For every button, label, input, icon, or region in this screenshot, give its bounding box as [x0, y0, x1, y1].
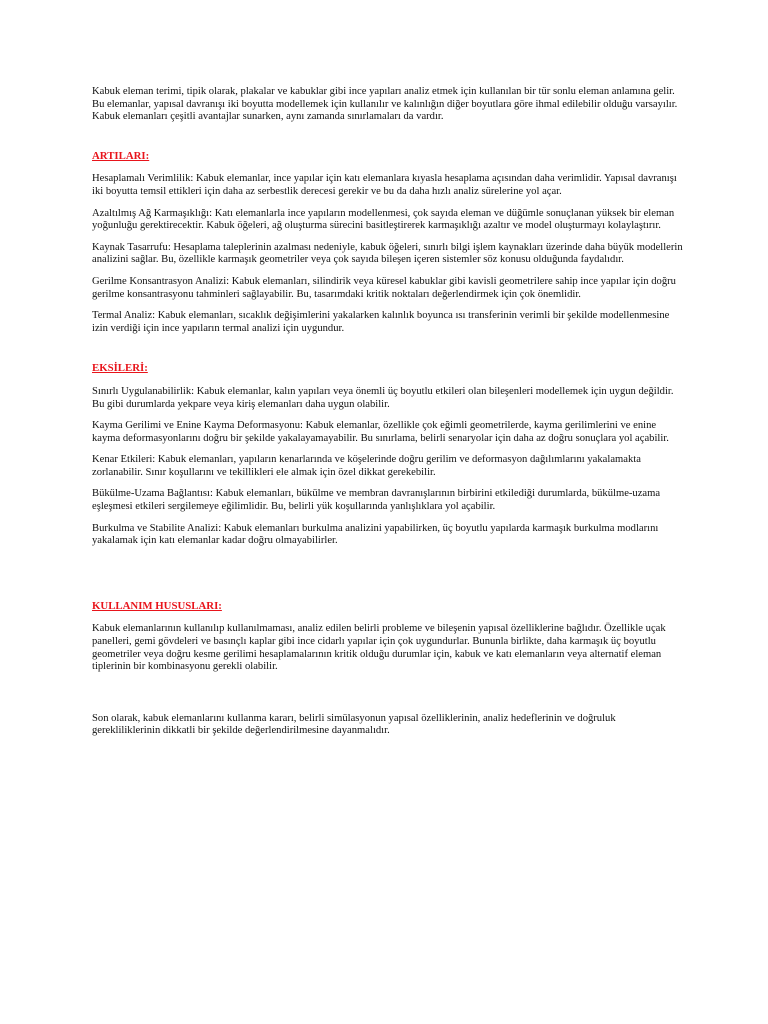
cons-item-edge-effects: Kenar Etkileri: Kabuk elemanları, yapıların kenarlarında ve köşelerinde doğru gerilim ve deformasyon dağılımlarını yakalamakta zorlanabilir. Sınır koşullarını ve tekillikleri ele almak için özel dikkat gerekebilir.	[92, 454, 641, 478]
spacer	[92, 344, 686, 362]
conclusion-paragraph: Son olarak, kabuk elemanlarını kullanma kararı, belirli simülasyonun yapısal özelliklerinin, analiz hedeflerinin ve doğruluk gerekliliklerinin dikkatli bir şekilde değerlendirilmesine dayanmalıdır.	[92, 712, 616, 737]
pros-item-computational-efficiency: Hesaplamalı Verimlilik: Kabuk elemanlar, ince yapılar için katı elemanlara kıyasla hesaplama açısından daha verimlidir. Yapısal davranışı iki boyutta temsil ettikleri için daha az serbestlik derecesi gerekir ve bu da daha hızlı analiz sürelerine yol açar.	[92, 173, 677, 197]
pros-item-stress-concentration: Gerilme Konsantrasyon Analizi: Kabuk elemanları, silindirik veya küresel kabuklar gibi kavisli geometrilere sahip ince yapılar için doğru gerilme konsantrasyonu tahminleri sağlayabilir. Bu, tasarımdaki kritik noktaları değerlendirmek için çok önemlidir.	[92, 275, 676, 300]
document-page	[92, 86, 686, 747]
cons-heading: EKSİLERİ:	[92, 362, 148, 375]
usage-paragraph: Kabuk elemanlarının kullanılıp kullanılmaması, analiz edilen belirli probleme ve bileşenin yapısal özelliklerine bağlıdır. Özellikle uçak panelleri, gemi gövdeleri ve basınçlı kaplar gibi ince cidarlı yapılar için çok uygundurlar. Bununla birlikte, daha karmaşık üç boyutlu geometriler veya doğru kesme gerilimi hesaplamalarının kritik olduğu durumlar için, kabuk ve katı elemanların veya alternatif eleman tiplerinin bir kombinasyonu gerekli olabilir.	[92, 623, 666, 673]
pros-item-reduced-mesh-complexity: Azaltılmış Ağ Karmaşıklığı: Katı elemanlarla ince yapıların modellenmesi, çok sayıda eleman ve düğümle sonuçlanan yüksek bir eleman yoğunluğu gerektirecektir. Kabuk öğeleri, ağ oluşturma sürecini basitleştirerek karmaşıklığı azaltır ve model oluşturmayı kolaylaştırır.	[92, 207, 675, 232]
cons-item-bending-stretching: Bükülme-Uzama Bağlantısı: Kabuk elemanları, bükülme ve membran davranışlarının birbirini etkilediği durumlarda, bükülme-uzama eşleşmesi etkileri sergilemeye eğilimlidir. Bu, belirli yük koşullarında yanlışlıklara yol açabilir.	[92, 488, 661, 513]
cons-item-buckling: Burkulma ve Stabilite Analizi: Kabuk elemanları burkulma analizini yapabilirken, üç boyutlu yapılarda karmaşık burkulma modlarını yakalamak için katı elemanlar kadar doğru olmayabilirler.	[92, 522, 659, 547]
pros-item-resource-saving: Kaynak Tasarrufu: Hesaplama taleplerinin azalması nedeniyle, kabuk öğeleri, sınırlı bilgi işlem kaynakları üzerinde daha büyük modellerin analizini sağlar. Bu, özellikle karmaşık geometriler veya çok sayıda bileşen içeren sistemler söz konusu olduğunda faydalıdır.	[92, 241, 683, 266]
usage-heading: KULLANIM HUSUSLARI:	[92, 599, 222, 612]
pros-item-thermal-analysis: Termal Analiz: Kabuk elemanları, sıcaklık değişimlerini yakalarken kalınlık boyunca ısı transferinin verimli bir şekilde modellenmesine izin verdiği için ince yapıların termal analizi için uygundur.	[92, 310, 670, 334]
cons-item-limited-applicability: Sınırlı Uygulanabilirlik: Kabuk elemanlar, kalın yapıları veya önemli üç boyutlu etkileri olan bileşenleri modellemek için uygun değildir. Bu gibi durumlarda yekpare veya kiriş elemanları daha uygun olabilir.	[92, 385, 674, 410]
spacer	[92, 557, 686, 600]
spacer	[92, 683, 686, 713]
cons-item-shear-stress: Kayma Gerilimi ve Enine Kayma Deformasyonu: Kabuk elemanlar, özellikle çok eğimli geometrilerde, kayma gerilimlerini ve enine kayma deformasyonlarını doğru bir şekilde yakalayamayabilir. Bu sınırlama, belirli senaryolar için daha az doğru sonuçlara yol açabilir.	[92, 420, 669, 444]
pros-heading: ARTILARI:	[92, 149, 150, 162]
intro-paragraph: Kabuk eleman terimi, tipik olarak, plakalar ve kabuklar gibi ince yapıları analiz etmek için kullanılan bir tür sonlu eleman anlamına gelir. Bu elemanlar, yapısal davranışı iki boyutta modellemek için kullanılır ve kalınlığın diğer boyutlara göre ihmal edilebilir olduğu varsayılır. Kabuk elemanları çeşitli avantajlar sunarken, aynı zamanda sınırlamaları da vardır.	[92, 86, 678, 123]
